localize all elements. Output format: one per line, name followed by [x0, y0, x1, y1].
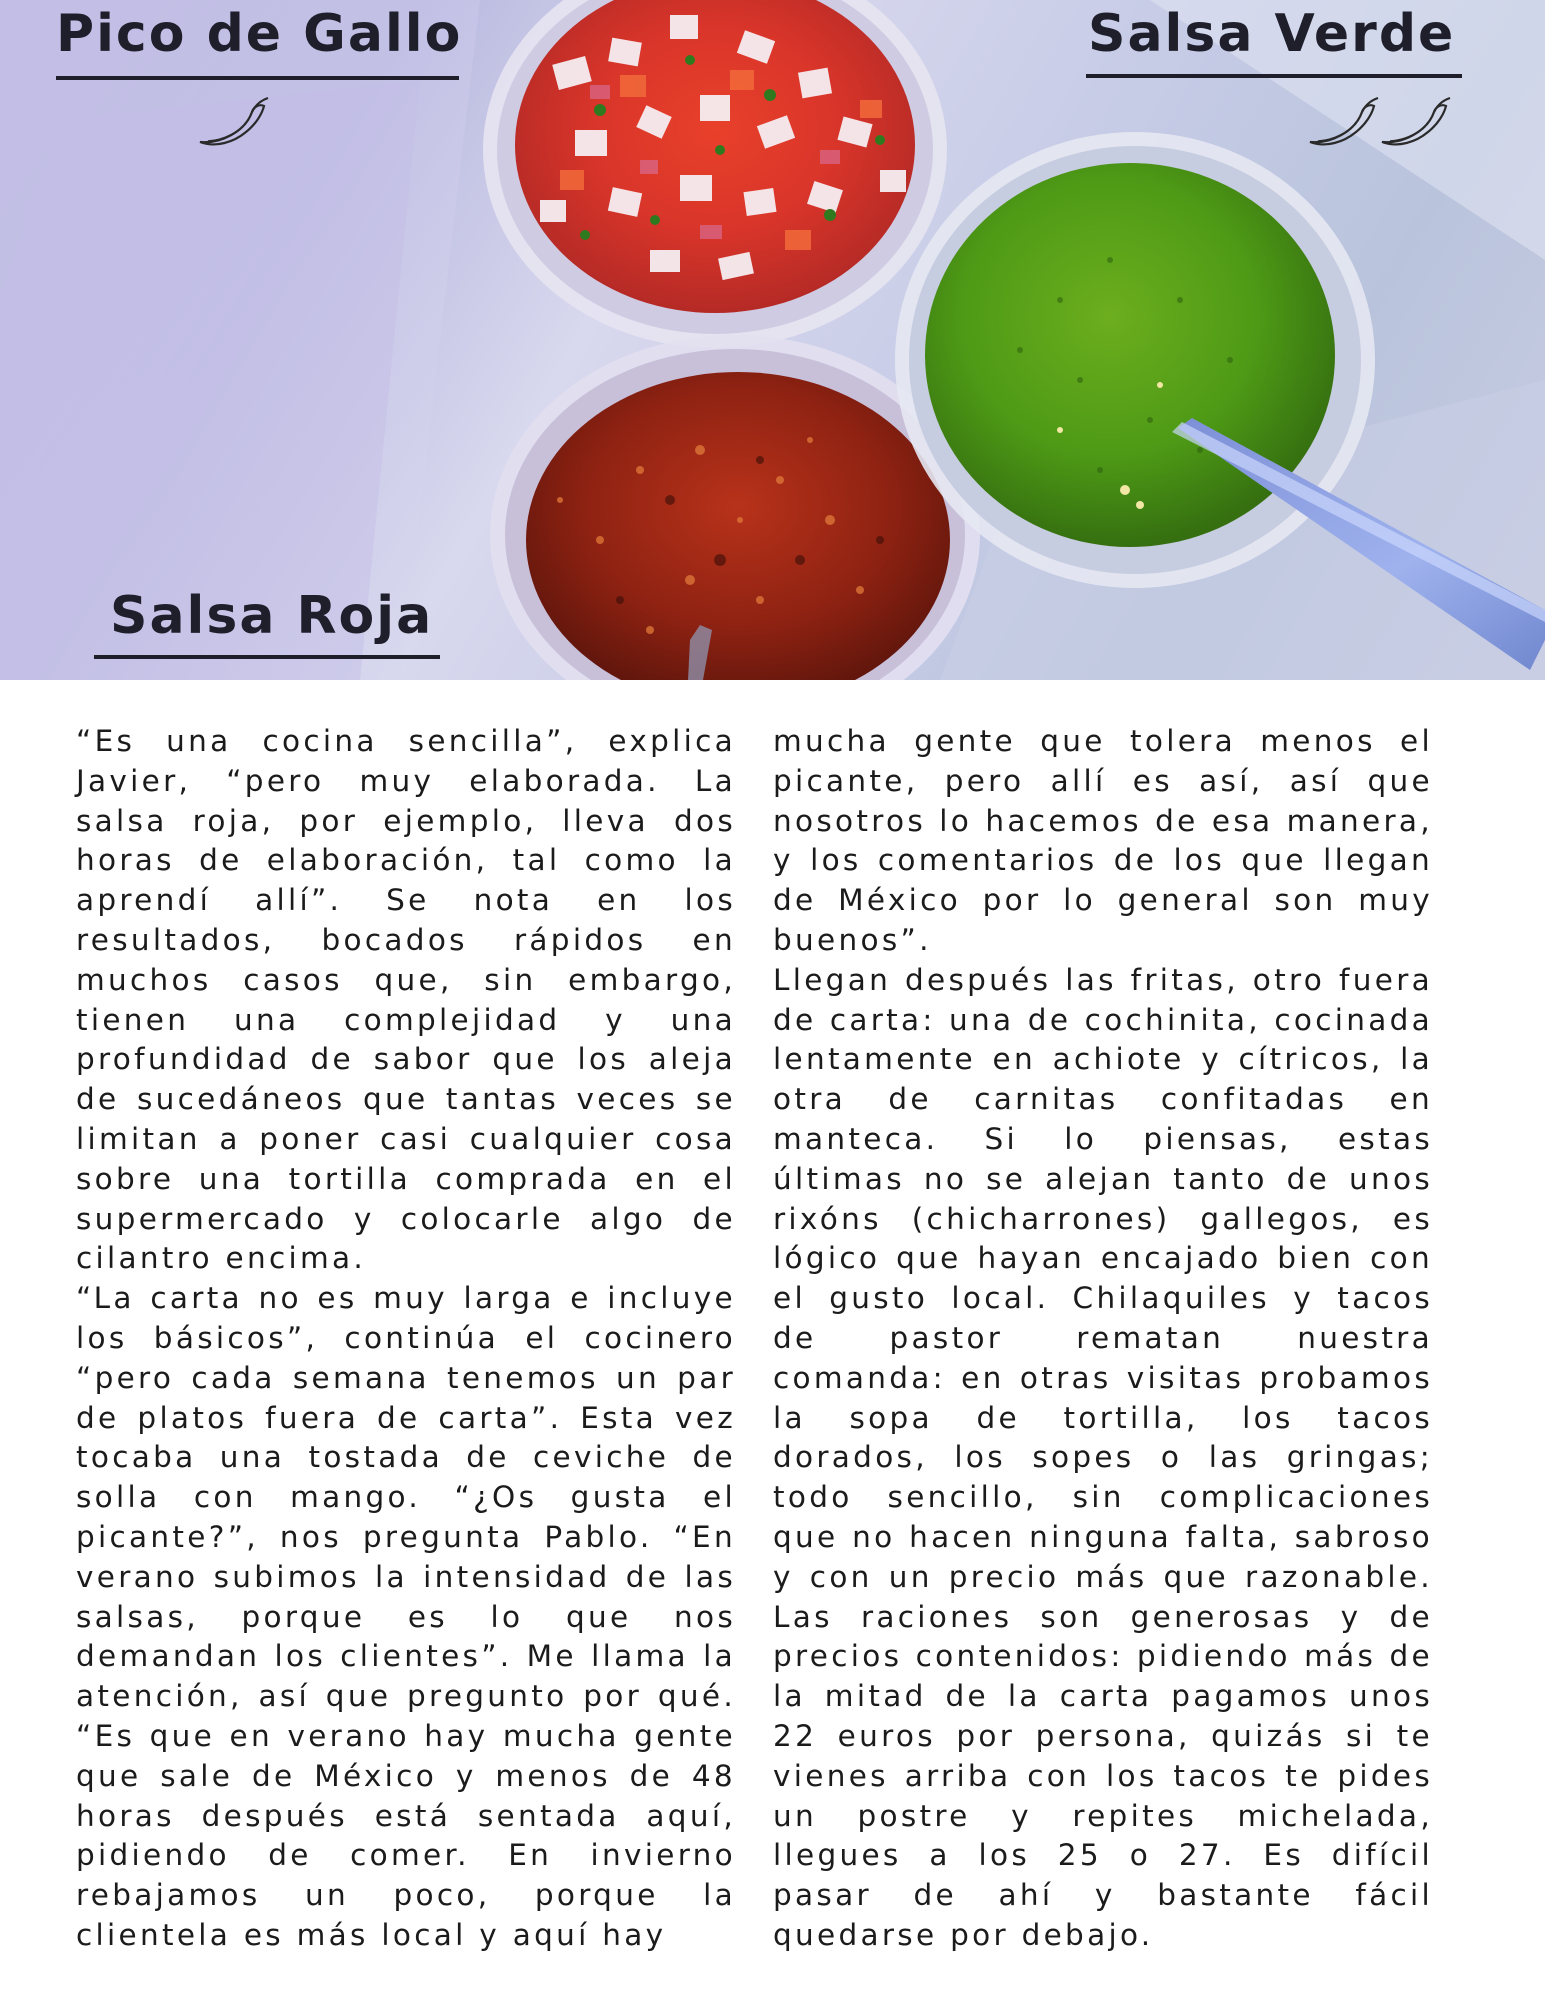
article-paragraph: “La carta no es muy larga e incluye los básicos”, continúa el cocinero “pero cada semana tenemos un par de platos fuera de carta”. Esta vez tocaba una tostada de ceviche de solla con mango. “¿Os gusta el picante?”, nos pregunta Pablo. “En verano subimos la intensidad de las salsas, porque es lo que nos demandan los clientes”. Me llama la atención, así que pregunto por qué. “Es que en verano hay mucha gente que sale de México y menos de 48 horas después está sentada aquí, pidiendo de comer. En invierno rebajamos un poco, porque la clientela es más local y aquí hay — [76, 1281, 736, 1952]
article-paragraph: “Es una cocina sencilla”, explica Javier, “pero muy elaborada. La salsa roja, por ejemplo, lleva dos horas de elaboración, tal como la aprendí allí”. Se nota en los resultados, bocados rápidos en muchos casos que, sin embargo, tienen una complejidad y una profundidad de sabor que los aleja de sucedáneos que tantas veces se limitan a poner casi cualquier cosa sobre una tortilla comprada en el supermercado y colocarle algo de cilantro encima. — [76, 724, 736, 1276]
label-underline-salsa-roja — [94, 655, 440, 659]
label-pico-de-gallo: Pico de Gallo — [56, 4, 463, 64]
article-paragraph: Llegan después las fritas, otro fuera de carta: una de cochinita, cocinada lentamente en achiote y cítricos, la otra de carnitas confitadas en manteca. Si lo piensas, estas últimas no se alejan tanto de unos rixóns (chicharrones) gallegos, es lógico que hayan encajado bien con el gusto local. Chilaquiles y tacos de pastor rematan nuestra comanda: en otras visitas probamos la sopa de tortilla, los tacos dorados, los sopes o las gringas; todo sencillo, sin complicaciones que no hacen ninguna falta, sabroso y con un precio más que razonable. Las raciones son generosas y de precios contenidos: pidiendo más de la mitad de la carta pagamos unos 22 euros por persona, quizás si te vienes arriba con los tacos te pides un postre y repites michelada, llegues a los 25 o 27. Es difícil pasar de ahí y bastante fácil quedarse por debajo. — [773, 962, 1433, 1952]
article-paragraph: mucha gente que tolera menos el picante, pero allí es así, así que nosotros lo hacemos de esa manera, y los comentarios de los que llegan de México por lo general son muy buenos”. — [773, 724, 1433, 957]
hero-photo — [0, 0, 1545, 680]
article-column-right — [773, 722, 1433, 1956]
chili-pepper-icon — [190, 94, 272, 150]
article-column-left — [76, 722, 736, 1956]
chili-pepper-icon — [1300, 94, 1382, 150]
label-salsa-roja: Salsa Roja — [110, 586, 434, 646]
chili-pepper-icon — [1372, 94, 1454, 150]
label-salsa-verde: Salsa Verde — [1088, 4, 1456, 64]
label-underline-pico-de-gallo — [56, 76, 459, 80]
label-underline-salsa-verde — [1086, 74, 1462, 78]
